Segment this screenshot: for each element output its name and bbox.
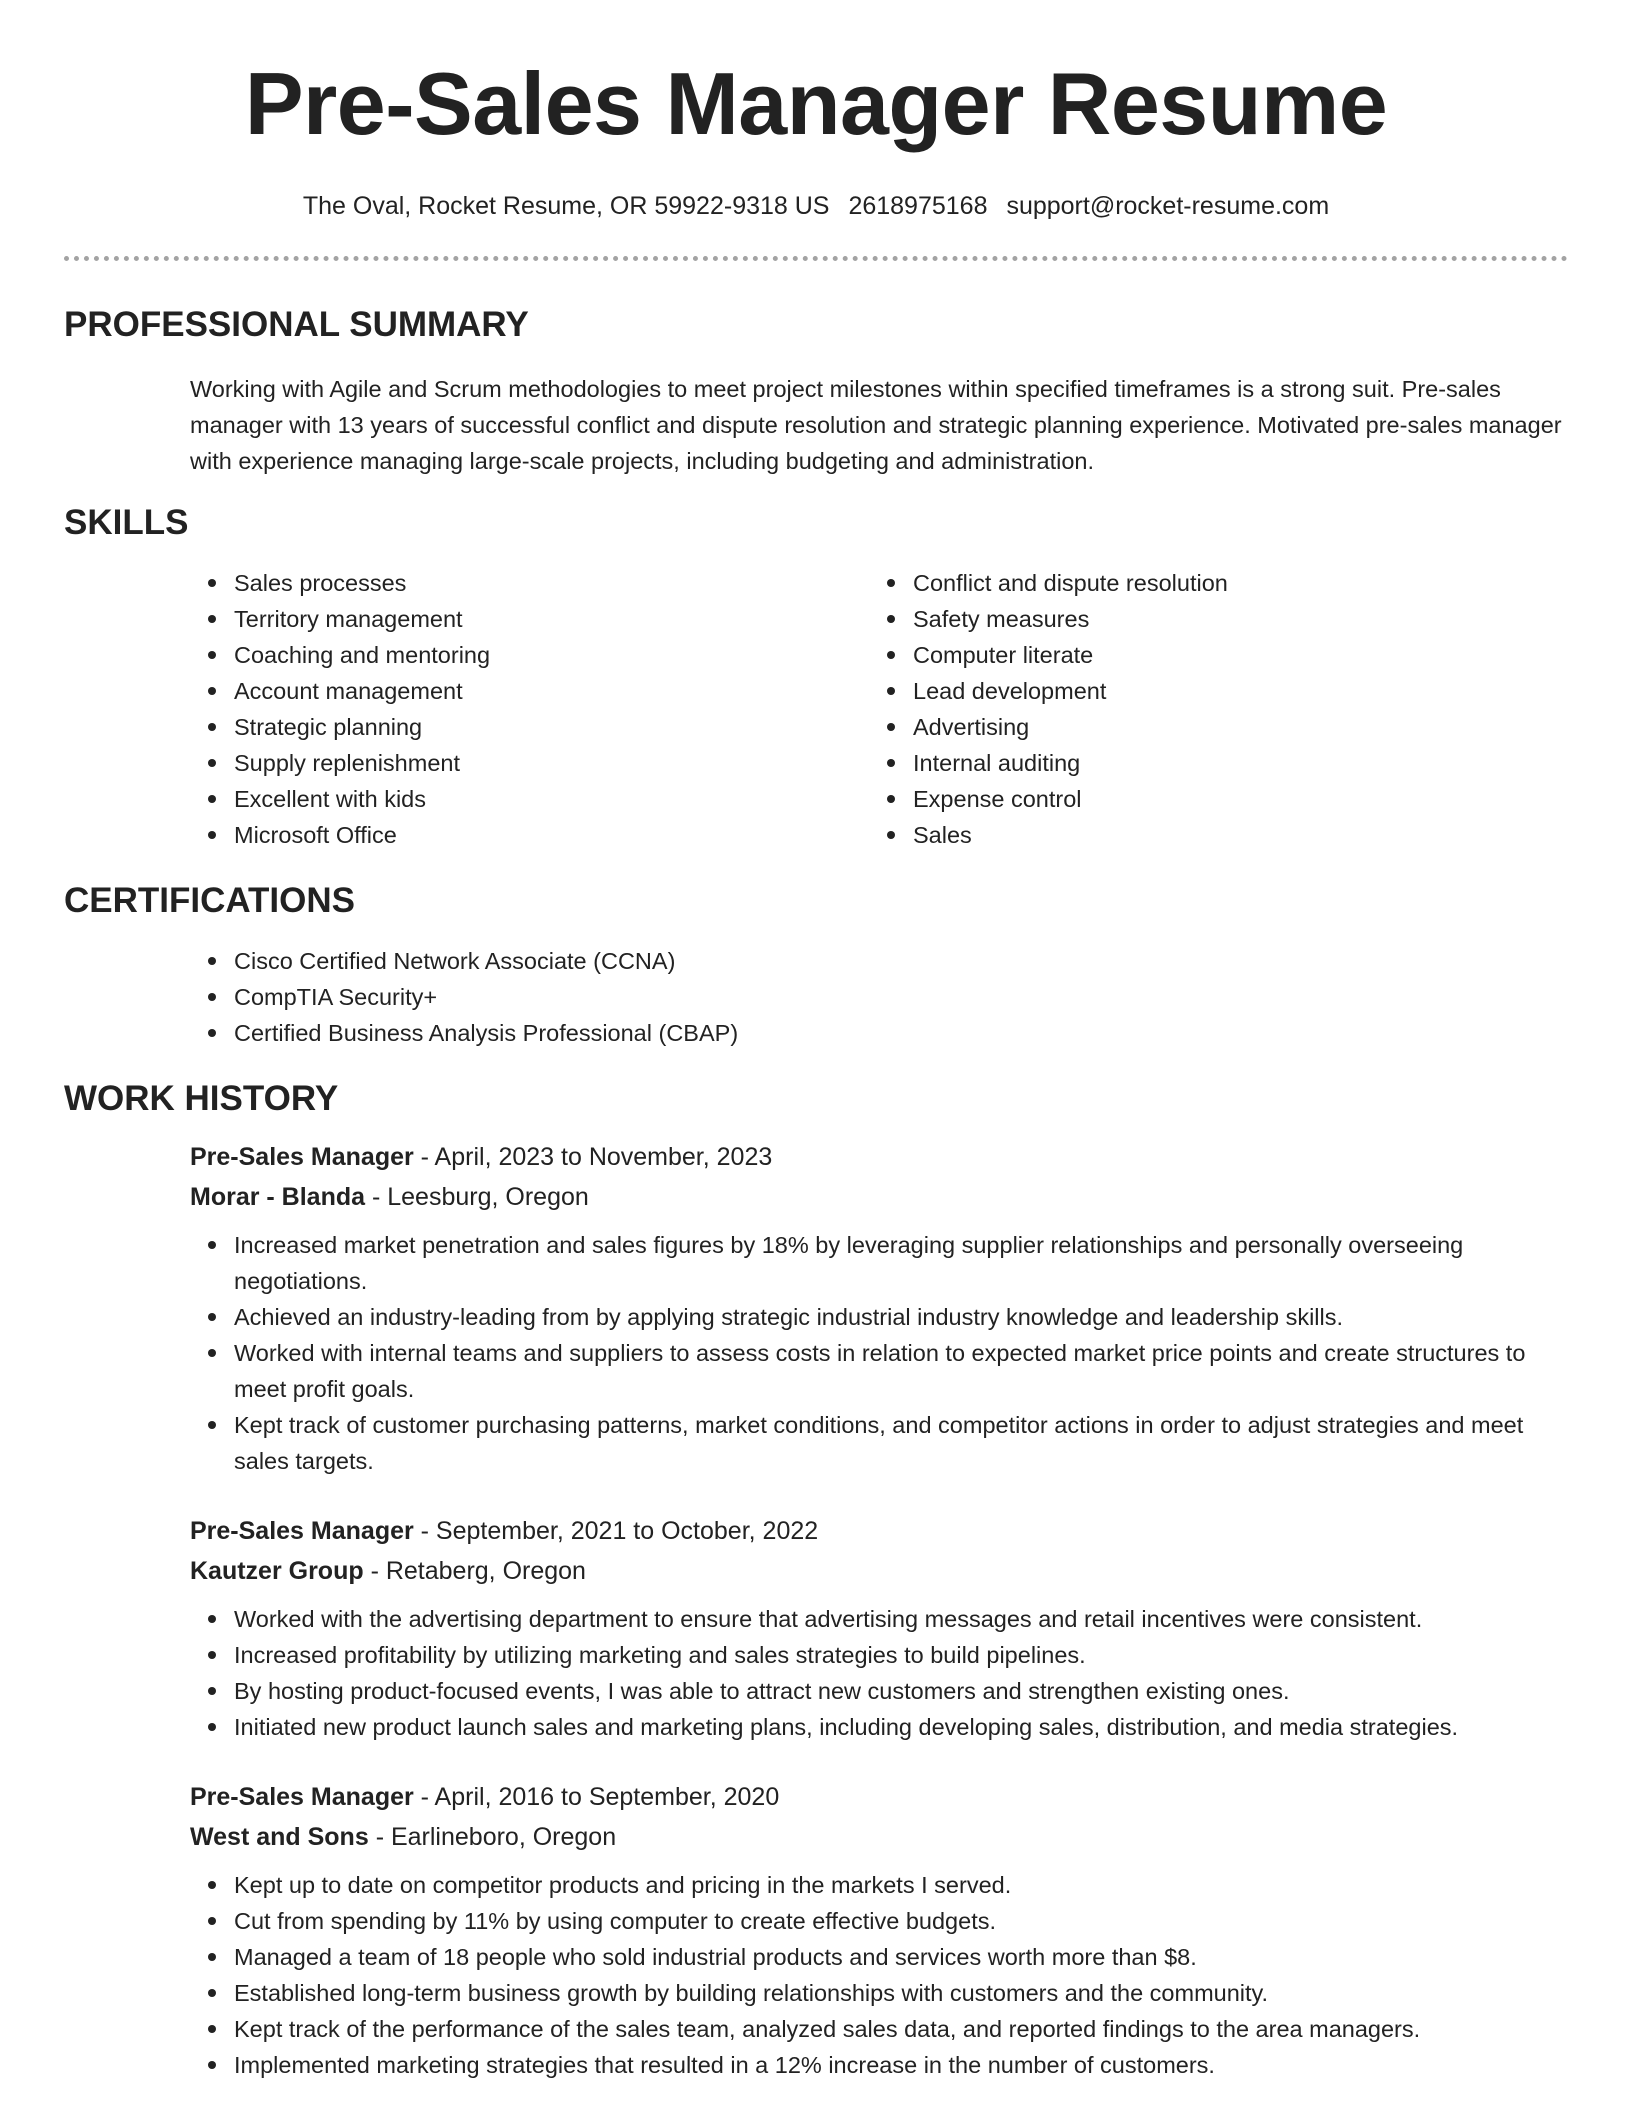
job-title-line [190, 1777, 1568, 1817]
skill-item: Coaching and mentoring [234, 637, 743, 673]
skill-item: Internal auditing [913, 745, 1228, 781]
job-dates: - April, 2016 to September, 2020 [413, 1783, 780, 1811]
job-title-line [190, 1137, 1568, 1177]
skill-item: Microsoft Office [234, 817, 743, 853]
job-bullet: Achieved an industry-leading from by applying strategic industrial industry knowledge and leadership skills. [234, 1299, 1568, 1335]
contact-email: support@rocket-resume.com [1006, 192, 1330, 220]
job-location: - Earlineboro, Oregon [368, 1823, 617, 1851]
skill-item: Computer literate [913, 637, 1228, 673]
skill-item: Supply replenishment [234, 745, 743, 781]
job-bullet: Increased profitability by utilizing marketing and sales strategies to build pipelines. [234, 1637, 1568, 1673]
skill-item: Account management [234, 673, 743, 709]
job-bullet: Worked with the advertising department to ensure that advertising messages and retail incentives were consistent. [234, 1601, 1568, 1637]
skill-item: Territory management [234, 601, 743, 637]
certification-item: CompTIA Security+ [234, 979, 1568, 1015]
job-title: Pre-Sales Manager [190, 1517, 414, 1545]
job-company: Kautzer Group [190, 1557, 364, 1585]
job-company: West and Sons [190, 1823, 369, 1851]
contact-line [64, 190, 1568, 222]
job-title: Pre-Sales Manager [190, 1143, 414, 1171]
resume-title: Pre-Sales Manager Resume [244, 54, 1388, 153]
job-title: Pre-Sales Manager [190, 1783, 414, 1811]
job-bullet: Worked with internal teams and suppliers to assess costs in relation to expected market price points and create structures to meet profit goals. [234, 1335, 1568, 1407]
skills-columns [64, 565, 1568, 853]
job-location: - Retaberg, Oregon [363, 1557, 586, 1585]
job-bullet: Kept up to date on competitor products and pricing in the markets I served. [234, 1867, 1568, 1903]
skills-heading: SKILLS [64, 503, 189, 542]
certifications-heading: CERTIFICATIONS [64, 881, 356, 920]
contact-phone: 2618975168 [848, 192, 988, 220]
job-dates: - September, 2021 to October, 2022 [413, 1517, 819, 1545]
job-bullets [64, 1867, 1568, 2083]
job-company-line [190, 1177, 1568, 1217]
summary-text: Working with Agile and Scrum methodologies to meet project milestones within specified timeframes is a strong suit. Pre-sales manager with 13 years of successful conflict and dispute resolution and strategic planning experience. Motivated pre-sales manager with experience managing large-scale projects, including budgeting and administration. [190, 376, 1562, 474]
job-location: - Leesburg, Oregon [365, 1183, 589, 1211]
job-entry [64, 1777, 1568, 2083]
skills-list-right [743, 565, 1228, 853]
job-company: Morar - Blanda [190, 1183, 366, 1211]
skill-item: Expense control [913, 781, 1228, 817]
job-entry [64, 1137, 1568, 1479]
skill-item: Sales [913, 817, 1228, 853]
work-history-heading: WORK HISTORY [64, 1079, 339, 1118]
skill-item: Strategic planning [234, 709, 743, 745]
job-bullet: Kept track of the performance of the sales team, analyzed sales data, and reported findings to the area managers. [234, 2011, 1568, 2047]
skill-item: Sales processes [234, 565, 743, 601]
job-bullet: Increased market penetration and sales figures by 18% by leveraging supplier relationships and personally overseeing negotiations. [234, 1227, 1568, 1299]
job-company-line [190, 1551, 1568, 1591]
job-bullet: Initiated new product launch sales and marketing plans, including developing sales, distribution, and media strategies. [234, 1709, 1568, 1745]
certification-item: Cisco Certified Network Associate (CCNA) [234, 943, 1568, 979]
job-bullet: Established long-term business growth by building relationships with customers and the community. [234, 1975, 1568, 2011]
certifications-list [64, 943, 1568, 1051]
job-company-line [190, 1817, 1568, 1857]
job-bullet: By hosting product-focused events, I was able to attract new customers and strengthen existing ones. [234, 1673, 1568, 1709]
job-bullet: Kept track of customer purchasing patterns, market conditions, and competitor actions in order to adjust strategies and meet sales targets. [234, 1407, 1568, 1479]
job-bullet: Cut from spending by 11% by using computer to create effective budgets. [234, 1903, 1568, 1939]
skill-item: Lead development [913, 673, 1228, 709]
contact-address: The Oval, Rocket Resume, OR 59922-9318 US [302, 192, 830, 220]
summary-heading: PROFESSIONAL SUMMARY [64, 305, 529, 344]
job-title-line [190, 1511, 1568, 1551]
job-bullets [64, 1227, 1568, 1479]
skill-item: Advertising [913, 709, 1228, 745]
skill-item: Excellent with kids [234, 781, 743, 817]
skills-list-left [64, 565, 743, 853]
skill-item: Conflict and dispute resolution [913, 565, 1228, 601]
job-bullet: Implemented marketing strategies that resulted in a 12% increase in the number of customers. [234, 2047, 1568, 2083]
certification-item: Certified Business Analysis Professional (CBAP) [234, 1015, 1568, 1051]
job-entry [64, 1511, 1568, 1745]
job-bullets [64, 1601, 1568, 1745]
job-dates: - April, 2023 to November, 2023 [413, 1143, 773, 1171]
header-divider [64, 256, 1568, 261]
job-bullet: Managed a team of 18 people who sold industrial products and services worth more than $8. [234, 1939, 1568, 1975]
skill-item: Safety measures [913, 601, 1228, 637]
